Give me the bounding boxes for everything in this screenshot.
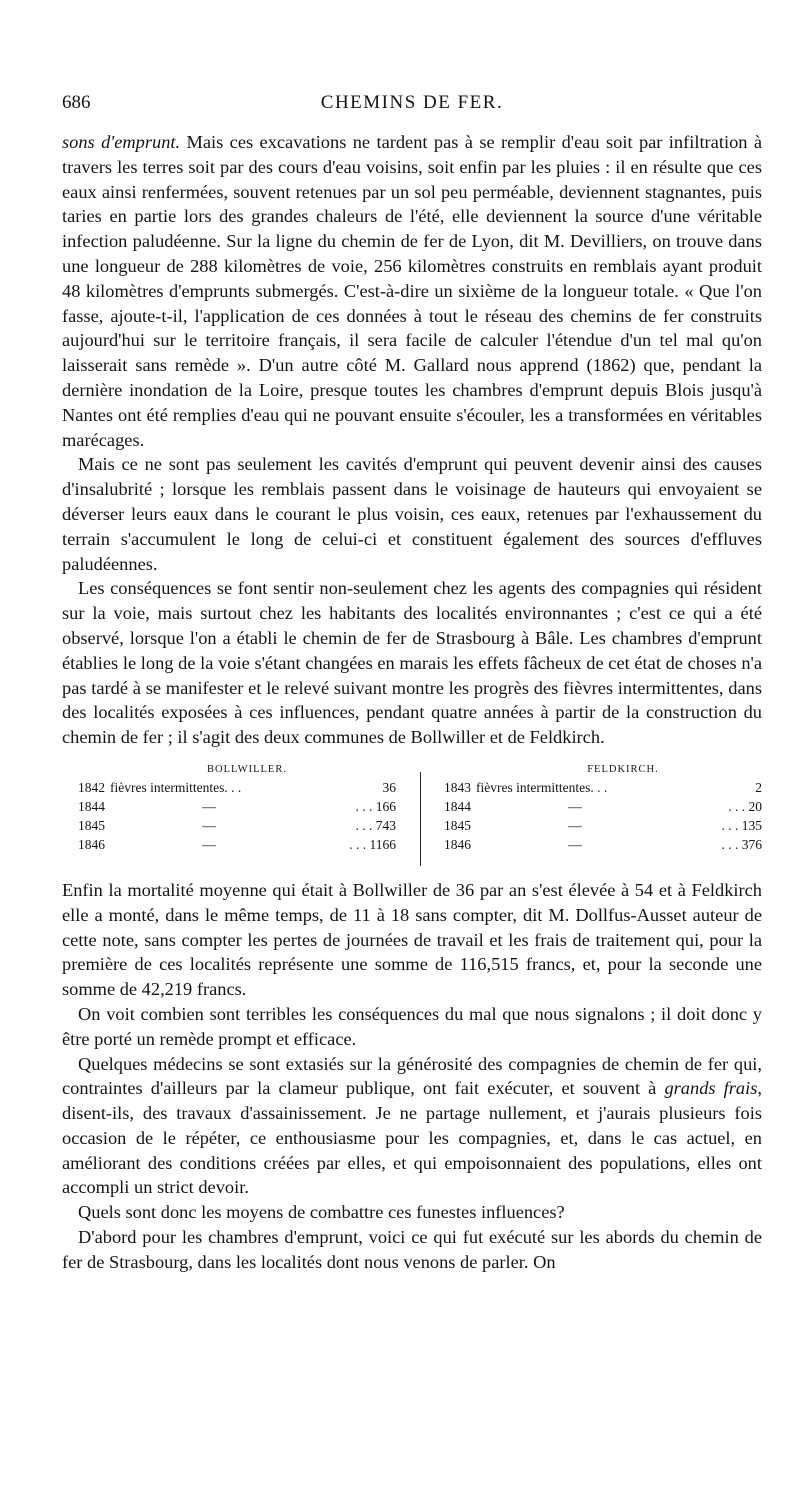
table-row: 1846 — . . . 376	[444, 836, 762, 852]
fever-statistics-table	[62, 762, 762, 868]
column-title: FELDKIRCH.	[587, 763, 659, 775]
paragraph-8: D'abord pour les chambres d'emprunt, voici ce qui fut exécuté sur les abords du chemin de fer de Strasbourg, dans les localités dont nous venons de parler. On	[62, 1227, 762, 1272]
paragraph-7: Quels sont donc les moyens de combattre ces funestes influences?	[78, 1202, 565, 1223]
italic-phrase: grands frais,	[664, 1078, 762, 1099]
page-body	[62, 130, 762, 1275]
table-column-feldkirch	[444, 762, 762, 868]
table-column-bollwiller	[78, 762, 396, 868]
table-row: 1843 fièvres intermittentes. . . 2	[444, 779, 762, 795]
table-row: 1846 — . . . 1166	[78, 836, 396, 852]
page-header	[62, 92, 762, 120]
italic-lead: sons d'emprunt.	[62, 132, 181, 152]
table-row: 1844 — . . . 20	[444, 798, 762, 814]
table-row: 1844 — . . . 166	[78, 798, 396, 814]
page-number: 686	[62, 92, 91, 113]
paragraph-6: Quelques médecins se sont extasiés sur la générosité des compagnies de chemin de fer qui, contraintes d'ailleurs par la clameur publique, ont fait exécuter, et souvent à grands frais, disent-ils, des travaux d'assainissement. Je ne partage nullement, et j'aurais plusieurs fois occasion de le répéter, ce enthousiasme pour les compagnies, et, dans le cas actuel, en améliorant des conditions créées par elles, et qui empoisonnaient des populations, elles ont accompli un strict devoir.	[62, 1053, 762, 1198]
table-row: 1845 — . . . 135	[444, 817, 762, 833]
paragraph-3: Les conséquences se font sentir non-seulement chez les agents des compagnies qui résident sur la voie, mais surtout chez les habitants des localités environnantes ; c'est ce qui a été observé, lorsque l'on a établi le chemin de fer de Strasbourg à Bâle. Les chambres d'emprunt établies le long de la voie s'étant changées en marais les effets fâcheux de cet état de choses n'a pas tardé à se manifester et le relevé suivant montre les progrès des fièvres intermittentes, dans des localités exposées à ces influences, pendant quatre années à partir de la construction du chemin de fer ; il s'agit des deux communes de Bollwiller et de Feldkirch.	[62, 578, 762, 748]
column-divider	[420, 772, 421, 866]
paragraph-2: Mais ce ne sont pas seulement les cavités d'emprunt qui peuvent devenir ainsi des causes d'insalubrité ; lorsque les remblais passent dans le voisinage de hauteurs qui envoyaient se déverser leurs eaux dans le courant le plus voisin, ces eaux, retenues par l'exhaussement du terrain s'accumulent le long de celui-ci et constituent également des sources d'effluves paludéennes.	[62, 454, 762, 574]
paragraph-5: On voit combien sont terribles les conséquences du mal que nous signalons ; il doit donc y être porté un remède prompt et efficace.	[62, 1003, 762, 1049]
paragraph-4: Enfin la mortalité moyenne qui était à Bollwiller de 36 par an s'est élevée à 54 et à Feldkirch elle a monté, dans le même temps, de 11 à 18 sans compter, dit M. Dollfus-Ausset auteur de cette note, sans compter les pertes de journées de travail et les frais de traitement qui, pour la première de ces localités représente une somme de 116,515 francs, et, pour la seconde une somme de 42,219 francs.	[62, 879, 762, 1000]
running-title: CHEMINS DE FER.	[320, 92, 504, 113]
table-row: 1845 — . . . 743	[78, 817, 396, 833]
table-row: 1842 fièvres intermittentes. . . 36	[78, 779, 396, 795]
paragraph-1: sons d'emprunt. Mais ces excavations ne tardent pas à se remplir d'eau soit par infiltration à travers les terres soit par des cours d'eau voisins, soit enfin par les pluies : il en résulte que ces eaux ainsi renfermées, souvent retenues par un sol peu perméable, deviennent stagnantes, puis taries en partie lors des grandes chaleurs de l'été, elle deviennent la source d'une véritable infection paludéenne. Sur la ligne du chemin de fer de Lyon, dit M. Devilliers, on trouve dans une longueur de 288 kilomètres de voie, 256 kilomètres construits en remblais ayant produit 48 kilomètres d'emprunts submergés. C'est-à-dire un sixième de la longueur totale. « Que l'on fasse, ajoute-t-il, l'application de ces données à tout le réseau des chemins de fer construits aujourd'hui sur le territoire français, il sera facile de calculer l'étendue d'un tel mal qu'on laisserait sans remède ». D'un autre côté M. Gallard nous apprend (1862) que, pendant la dernière inondation de la Loire, presque toutes les chambres d'emprunt depuis Blois jusqu'à Nantes ont été remplies d'eau qui ne pouvant ensuite s'écouler, les a transformées en véritables marécages.	[62, 132, 763, 450]
column-title: BOLLWILLER.	[207, 763, 287, 775]
